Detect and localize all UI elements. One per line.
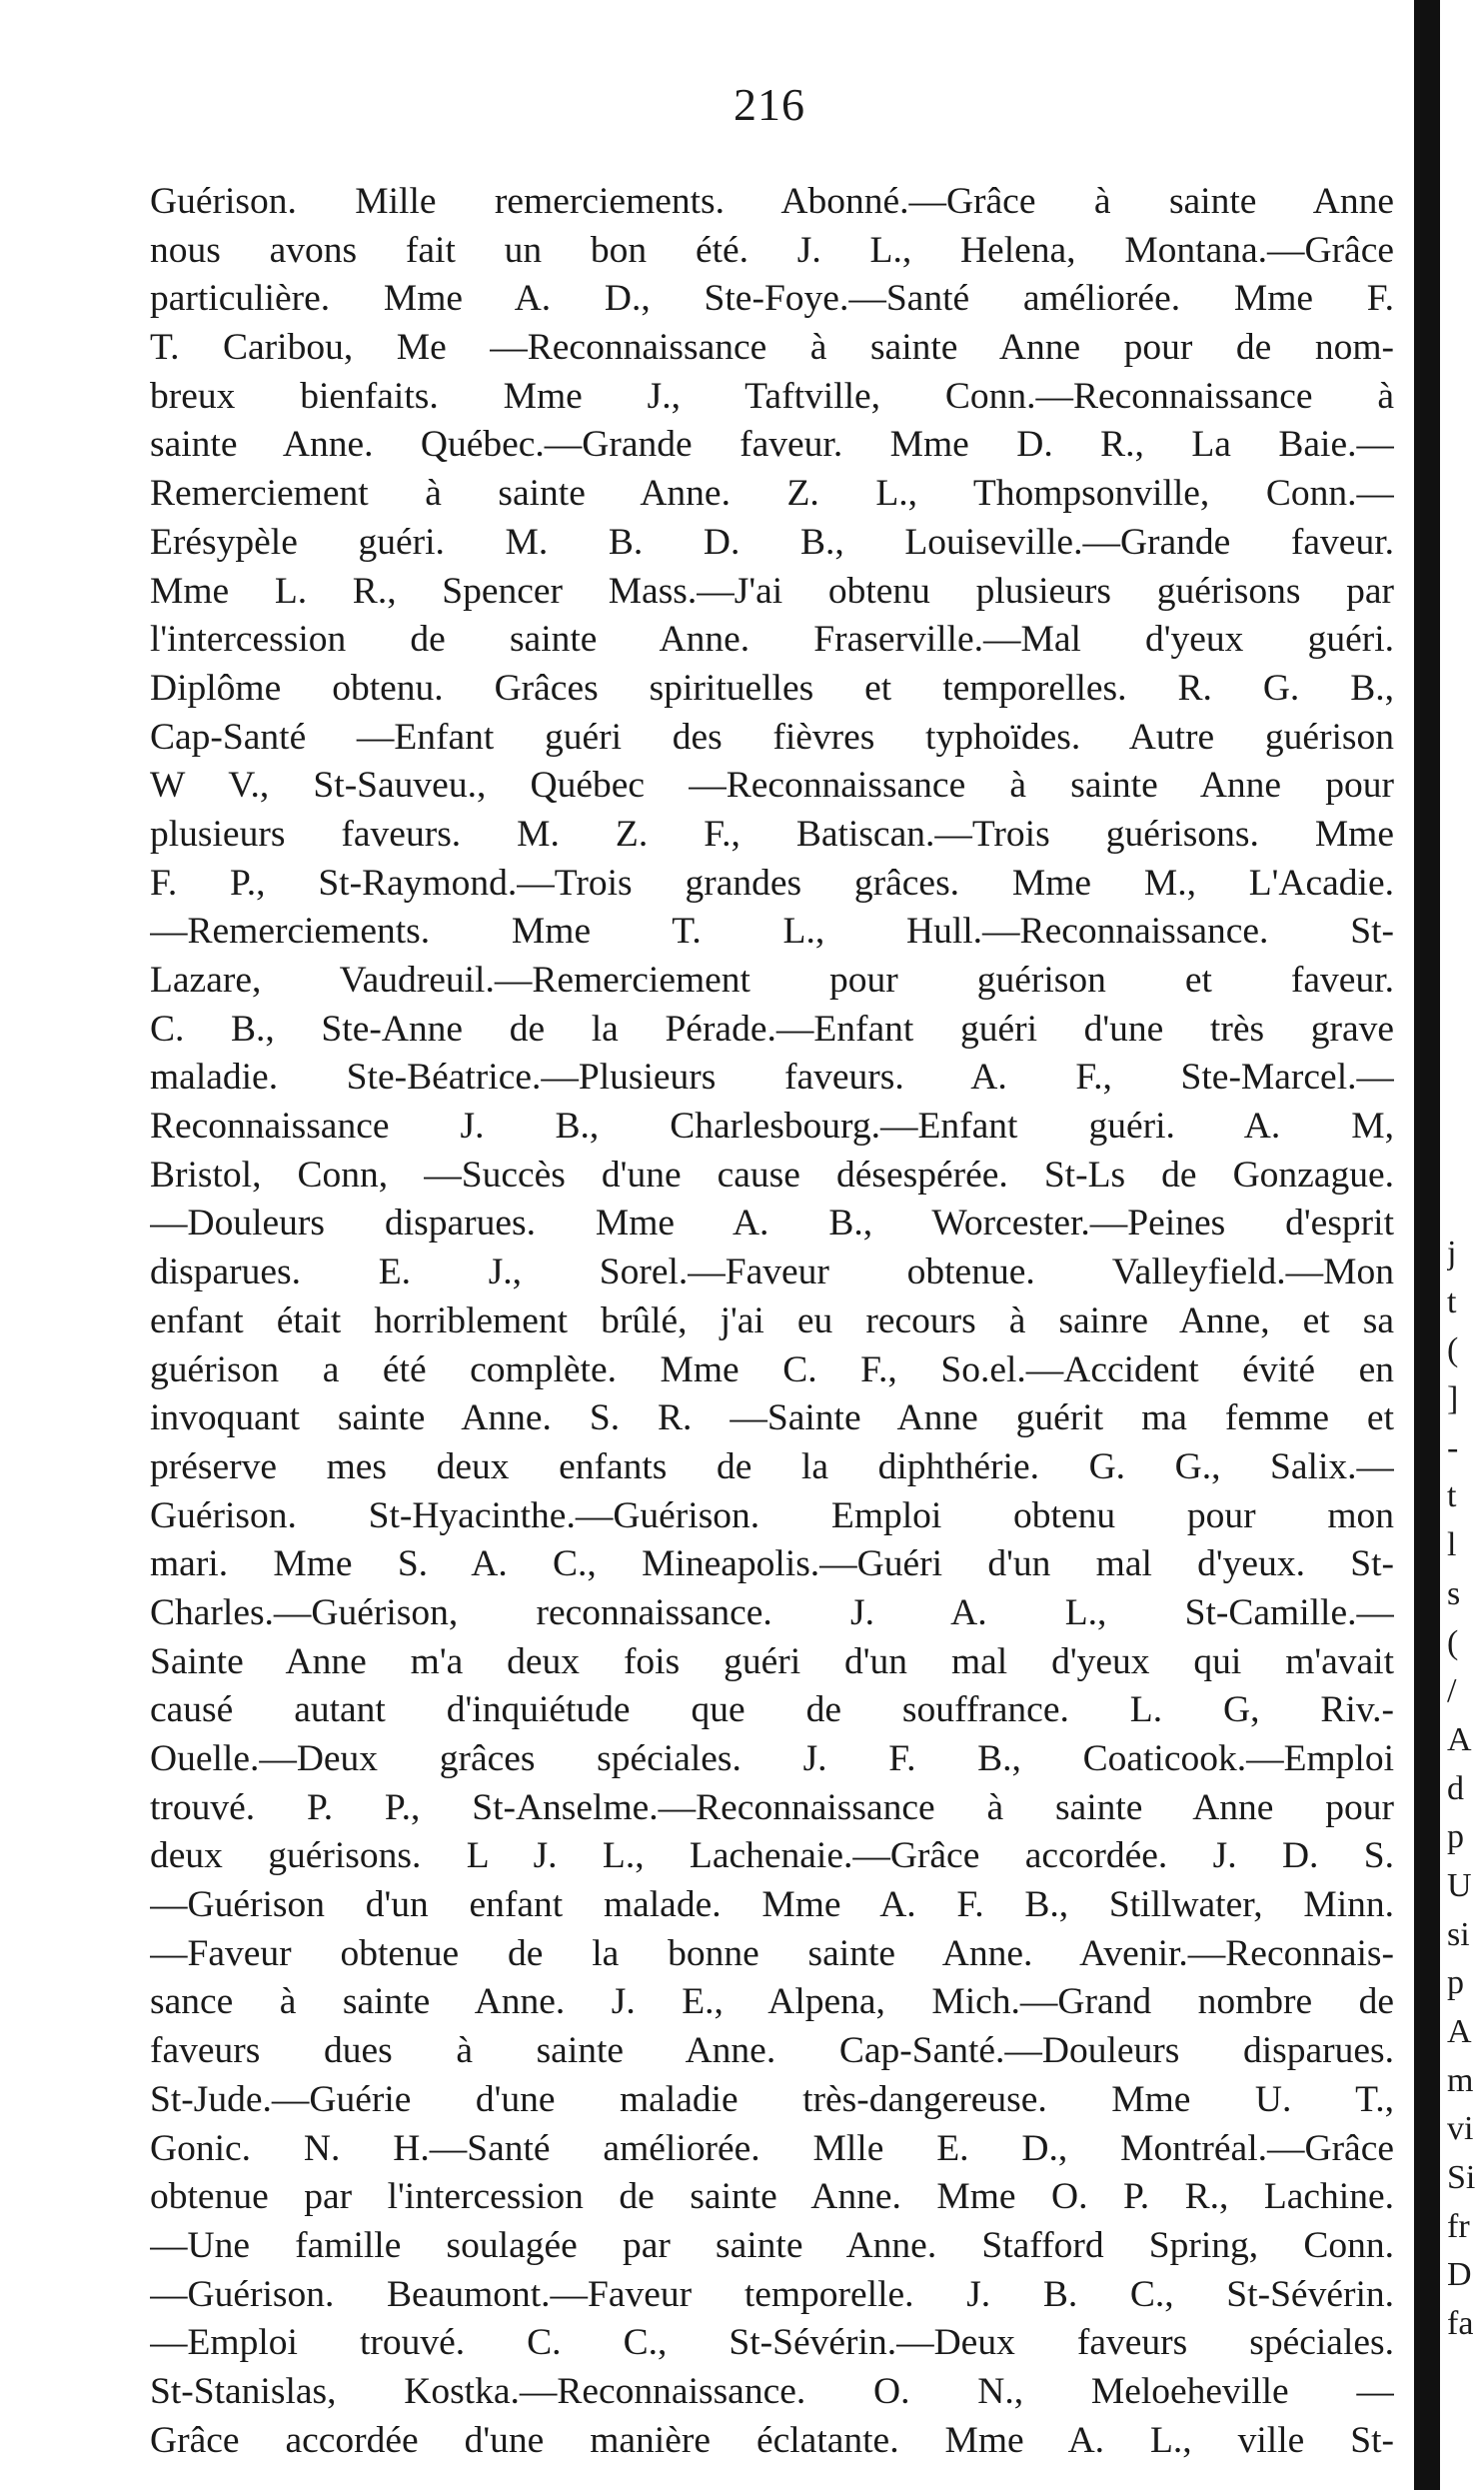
text-line: —Emploi trouvé. C. C., St-Sévérin.—Deux faveurs spéciales. bbox=[150, 2322, 1394, 2364]
text-line: obtenue par l'intercession de sainte Anne. Mme O. P. R., Lachine. bbox=[150, 2176, 1394, 2218]
text-line: Guérison. St-Hyacinthe.—Guérison. Emploi obtenu pour mon bbox=[150, 1494, 1394, 1536]
text-line: Diplôme obtenu. Grâces spirituelles et temporelles. R. G. B., bbox=[150, 667, 1394, 709]
text-line: disparues. E. J., Sorel.—Faveur obtenue. Valleyfield.—Mon bbox=[150, 1251, 1394, 1293]
text-line: Guérison. Mille remerciements. Abonné.—Grâce à sainte Anne bbox=[150, 181, 1394, 222]
text-line: Ouelle.—Deux grâces spéciales. J. F. B., Coaticook.—Emploi bbox=[150, 1738, 1394, 1779]
text-line: sance à sainte Anne. J. E., Alpena, Mich.—Grand nombre de bbox=[150, 1981, 1394, 2023]
text-line: Mme L. R., Spencer Mass.—J'ai obtenu plusieurs guérisons par bbox=[150, 570, 1394, 612]
margin-fragment: m bbox=[1447, 2061, 1474, 2099]
text-line: W V., St-Sauveu., Québec —Reconnaissance à sainte Anne pour bbox=[150, 765, 1394, 807]
margin-fragment: si bbox=[1447, 1915, 1470, 1953]
text-line: —Une famille soulagée par sainte Anne. Stafford Spring, Conn. bbox=[150, 2224, 1394, 2266]
text-line: C. B., Ste-Anne de la Pérade.—Enfant guéri d'une très grave bbox=[150, 1008, 1394, 1050]
margin-fragment: fa bbox=[1447, 2305, 1474, 2343]
text-line: Charles.—Guérison, reconnaissance. J. A. L., St-Camille.— bbox=[150, 1591, 1394, 1633]
text-line: maladie. Ste-Béatrice.—Plusieurs faveurs. A. F., Ste-Marcel.— bbox=[150, 1057, 1394, 1099]
text-line: Lazare, Vaudreuil.—Remerciement pour guérison et faveur. bbox=[150, 960, 1394, 1001]
margin-fragment: - bbox=[1447, 1428, 1459, 1466]
margin-fragment: d bbox=[1447, 1769, 1464, 1807]
margin-fragment: t bbox=[1447, 1477, 1457, 1515]
margin-fragment: fr bbox=[1447, 2207, 1470, 2245]
margin-fragment: ( bbox=[1447, 1331, 1459, 1369]
text-line: T. Caribou, Me —Reconnaissance à sainte Anne pour de nom- bbox=[150, 327, 1394, 369]
margin-fragment: s bbox=[1447, 1574, 1461, 1612]
text-line: sainte Anne. Québec.—Grande faveur. Mme D. R., La Baie.— bbox=[150, 424, 1394, 466]
text-line: Erésypèle guéri. M. B. D. B., Louiseville.—Grande faveur. bbox=[150, 521, 1394, 563]
text-line: Grâce accordée d'une manière éclatante. Mme A. L., ville St- bbox=[150, 2419, 1394, 2461]
text-line: invoquant sainte Anne. S. R. —Sainte Anne guérit ma femme et bbox=[150, 1397, 1394, 1439]
text-line: deux guérisons. L J. L., Lachenaie.—Grâce accordée. J. D. S. bbox=[150, 1835, 1394, 1877]
text-line: Sainte Anne m'a deux fois guéri d'un mal d'yeux qui m'avait bbox=[150, 1640, 1394, 1682]
text-line: faveurs dues à sainte Anne. Cap-Santé.—Douleurs disparues. bbox=[150, 2030, 1394, 2072]
text-line: causé autant d'inquiétude que de souffrance. L. G, Riv.- bbox=[150, 1689, 1394, 1731]
text-line: —Remerciements. Mme T. L., Hull.—Reconnaissance. St- bbox=[150, 911, 1394, 953]
text-line: plusieurs faveurs. M. Z. F., Batiscan.—Trois guérisons. Mme bbox=[150, 813, 1394, 855]
text-line: —Guérison d'un enfant malade. Mme A. F. B., Stillwater, Minn. bbox=[150, 1884, 1394, 1926]
text-line: Gonic. N. H.—Santé améliorée. Mlle E. D., Montréal.—Grâce bbox=[150, 2127, 1394, 2169]
text-line: nous avons fait un bon été. J. L., Helena, Montana.—Grâce bbox=[150, 229, 1394, 271]
margin-fragment: / bbox=[1447, 1672, 1457, 1710]
text-line: trouvé. P. P., St-Anselme.—Reconnaissance à sainte Anne pour bbox=[150, 1786, 1394, 1828]
margin-fragment: ( bbox=[1447, 1623, 1459, 1661]
margin-fragment: D bbox=[1447, 2256, 1472, 2294]
text-line: Bristol, Conn, —Succès d'une cause désespérée. St-Ls de Gonzague. bbox=[150, 1154, 1394, 1196]
text-line: St-Stanislas, Kostka.—Reconnaissance. O. N., Meloeheville — bbox=[150, 2370, 1394, 2412]
text-line: breux bienfaits. Mme J., Taftville, Conn.—Reconnaissance à bbox=[150, 375, 1394, 417]
margin-fragment: p bbox=[1447, 1964, 1464, 2002]
margin-fragment: p bbox=[1447, 1818, 1464, 1856]
text-line: préserve mes deux enfants de la diphthérie. G. G., Salix.— bbox=[150, 1445, 1394, 1487]
text-line: l'intercession de sainte Anne. Fraserville.—Mal d'yeux guéri. bbox=[150, 619, 1394, 661]
margin-fragment: A bbox=[1447, 1720, 1472, 1758]
text-line: —Douleurs disparues. Mme A. B., Worcester.—Peines d'esprit bbox=[150, 1203, 1394, 1245]
margin-fragment: t bbox=[1447, 1282, 1457, 1320]
text-line: Reconnaissance J. B., Charlesbourg.—Enfant guéri. A. M, bbox=[150, 1106, 1394, 1148]
body-text bbox=[150, 178, 1394, 2465]
text-line: St-Jude.—Guérie d'une maladie très-dangereuse. Mme U. T., bbox=[150, 2078, 1394, 2120]
text-line: mari. Mme S. A. C., Mineapolis.—Guéri d'un mal d'yeux. St- bbox=[150, 1543, 1394, 1585]
text-line: Cap-Santé —Enfant guéri des fièvres typhoïdes. Autre guérison bbox=[150, 716, 1394, 758]
text-line: —Guérison. Beaumont.—Faveur temporelle. J. B. C., St-Sévérin. bbox=[150, 2273, 1394, 2315]
margin-fragment: A bbox=[1447, 2013, 1472, 2050]
margin-fragment: U bbox=[1447, 1866, 1472, 1904]
margin-fragment: l bbox=[1447, 1526, 1457, 1564]
text-line: —Faveur obtenue de la bonne sainte Anne. Avenir.—Reconnais- bbox=[150, 1932, 1394, 1974]
book-gutter bbox=[1414, 0, 1440, 2490]
margin-fragment: Si bbox=[1447, 2159, 1476, 2197]
text-line: Remerciement à sainte Anne. Z. L., Thompsonville, Conn.— bbox=[150, 473, 1394, 515]
margin-fragment: ] bbox=[1447, 1380, 1459, 1418]
text-line: enfant était horriblement brûlé, j'ai eu recours à sainre Anne, et sa bbox=[150, 1299, 1394, 1341]
text-line: particulière. Mme A. D., Ste-Foye.—Santé améliorée. Mme F. bbox=[150, 278, 1394, 320]
margin-fragment: j bbox=[1447, 1235, 1457, 1271]
page-number: 216 bbox=[734, 79, 805, 130]
adjacent-page-fragments bbox=[1447, 1230, 1484, 2349]
text-line: guérison a été complète. Mme C. F., So.el.—Accident évité en bbox=[150, 1348, 1394, 1390]
text-line: F. P., St-Raymond.—Trois grandes grâces. Mme M., L'Acadie. bbox=[150, 862, 1394, 904]
margin-fragment: vi bbox=[1447, 2110, 1474, 2148]
